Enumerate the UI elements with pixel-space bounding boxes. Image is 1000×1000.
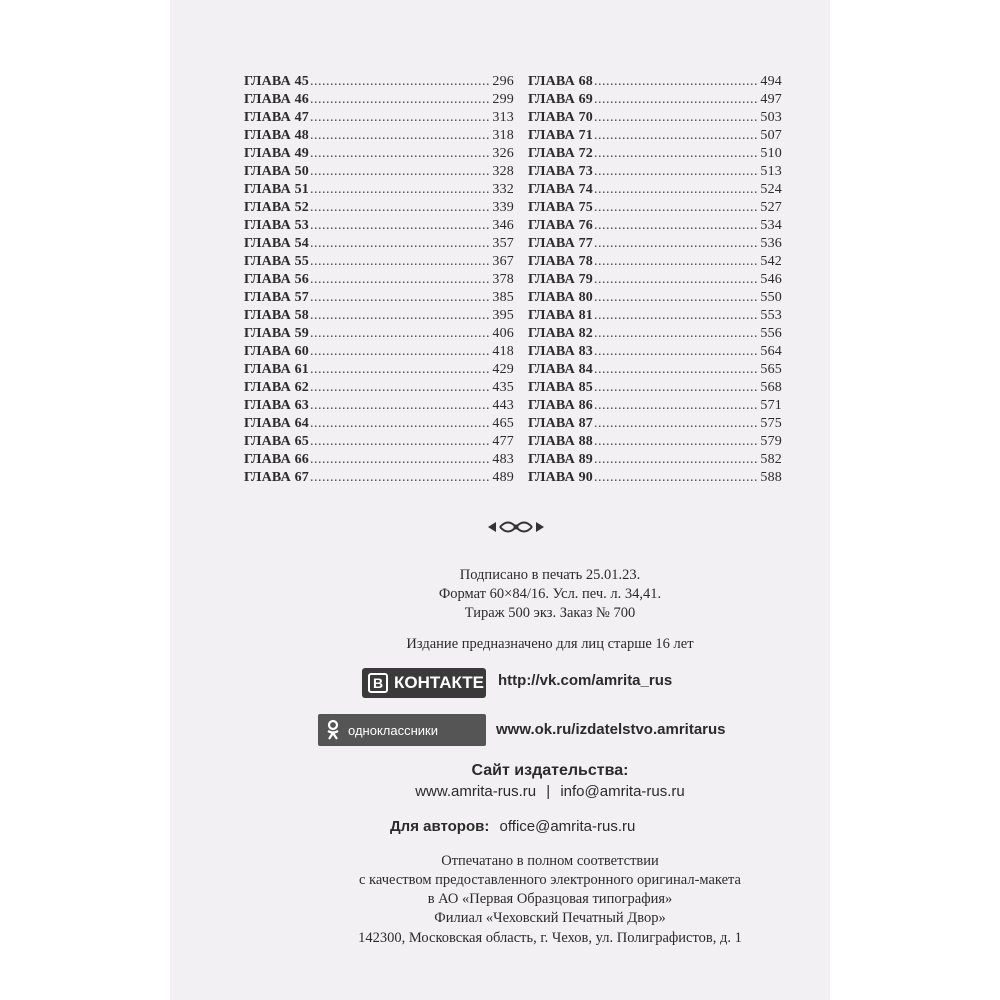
- toc-leader-dots: [310, 416, 491, 432]
- toc-entry: [244, 290, 514, 308]
- toc-entry-label: ГЛАВА 46: [244, 92, 310, 107]
- toc-entry-label: ГЛАВА 47: [244, 110, 310, 125]
- toc-entry: [244, 110, 514, 128]
- toc-entry-page: 588: [760, 470, 782, 485]
- toc-entry-page: 328: [492, 164, 514, 179]
- toc-entry: [528, 362, 782, 380]
- toc-entry: [244, 344, 514, 362]
- printer-info: [240, 852, 860, 928]
- toc-entry: [244, 74, 514, 92]
- toc-entry: [244, 452, 514, 470]
- toc-leader-dots: [594, 308, 759, 324]
- toc-entry-label: ГЛАВА 53: [244, 218, 310, 233]
- toc-leader-dots: [310, 74, 491, 90]
- toc-leader-dots: [594, 92, 759, 108]
- toc-entry: [528, 146, 782, 164]
- toc-leader-dots: [594, 110, 759, 126]
- toc-leader-dots: [310, 470, 491, 486]
- toc-entry: [244, 182, 514, 200]
- toc-entry: [528, 470, 782, 488]
- toc-entry-label: ГЛАВА 90: [528, 470, 594, 485]
- toc-entry-page: 418: [492, 344, 514, 359]
- toc-leader-dots: [594, 326, 759, 342]
- toc-entry: [244, 308, 514, 326]
- ok-logo-text: одноклассники: [348, 722, 438, 738]
- toc-entry: [244, 434, 514, 452]
- toc-entry-label: ГЛАВА 51: [244, 182, 310, 197]
- toc-entry: [244, 398, 514, 416]
- toc-column-right: [528, 74, 782, 488]
- toc-entry: [528, 326, 782, 344]
- toc-entry: [528, 272, 782, 290]
- toc-entry: [528, 128, 782, 146]
- toc-leader-dots: [594, 128, 759, 144]
- toc-leader-dots: [594, 74, 759, 90]
- toc-entry-label: ГЛАВА 58: [244, 308, 310, 323]
- toc-leader-dots: [594, 218, 759, 234]
- toc-entry-label: ГЛАВА 77: [528, 236, 594, 251]
- toc-leader-dots: [594, 362, 759, 378]
- printer-line-2: с качеством предоставленного электронного оригинал-макета: [359, 872, 741, 888]
- age-notice: Издание предназначено для лиц старше 16 лет: [406, 636, 694, 652]
- toc-entry-label: ГЛАВА 50: [244, 164, 310, 179]
- toc-leader-dots: [310, 218, 491, 234]
- toc-entry-page: 395: [492, 308, 514, 323]
- toc-entry-page: 332: [492, 182, 514, 197]
- toc-entry-page: 579: [760, 434, 782, 449]
- toc-leader-dots: [594, 434, 759, 450]
- toc-entry-page: 429: [492, 362, 514, 377]
- toc-entry-label: ГЛАВА 65: [244, 434, 310, 449]
- toc-entry: [528, 290, 782, 308]
- toc-entry-label: ГЛАВА 54: [244, 236, 310, 251]
- toc-entry: [244, 146, 514, 164]
- toc-leader-dots: [594, 416, 759, 432]
- print-run: Тираж 500 экз. Заказ № 700: [464, 605, 636, 621]
- toc-entry-page: 546: [760, 272, 782, 287]
- toc-entry-page: 503: [760, 110, 782, 125]
- toc-entry-page: 326: [492, 146, 514, 161]
- toc-leader-dots: [594, 470, 759, 486]
- toc-entry-page: 477: [492, 434, 514, 449]
- toc-leader-dots: [594, 146, 759, 162]
- table-of-contents: [244, 74, 784, 488]
- toc-entry-label: ГЛАВА 71: [528, 128, 594, 143]
- toc-entry: [528, 416, 782, 434]
- toc-entry: [244, 416, 514, 434]
- toc-entry-label: ГЛАВА 48: [244, 128, 310, 143]
- toc-entry-page: 534: [760, 218, 782, 233]
- toc-leader-dots: [594, 200, 759, 216]
- toc-entry: [244, 254, 514, 272]
- toc-entry-page: 346: [492, 218, 514, 233]
- toc-entry-label: ГЛАВА 89: [528, 452, 594, 467]
- printer-line-1: Отпечатано в полном соответствии: [441, 853, 659, 869]
- toc-entry-page: 571: [760, 398, 782, 413]
- toc-leader-dots: [310, 128, 491, 144]
- toc-column-left: [244, 74, 514, 488]
- toc-entry-page: 339: [492, 200, 514, 215]
- format-info: Формат 60×84/16. Усл. печ. л. 34,41.: [438, 586, 662, 602]
- toc-entry: [244, 362, 514, 380]
- toc-entry-label: ГЛАВА 81: [528, 308, 594, 323]
- toc-leader-dots: [594, 452, 759, 468]
- toc-entry-page: 489: [492, 470, 514, 485]
- vk-link[interactable]: http://vk.com/amrita_rus: [498, 672, 673, 689]
- ok-link[interactable]: www.ok.ru/izdatelstvo.amritarus: [496, 721, 726, 738]
- ok-logo: [318, 714, 486, 746]
- toc-entry-page: 465: [492, 416, 514, 431]
- toc-entry-page: 542: [760, 254, 782, 269]
- toc-leader-dots: [310, 110, 491, 126]
- toc-entry-label: ГЛАВА 56: [244, 272, 310, 287]
- toc-entry-page: 582: [760, 452, 782, 467]
- toc-leader-dots: [310, 92, 491, 108]
- vk-icon: В: [368, 673, 388, 693]
- toc-entry-label: ГЛАВА 64: [244, 416, 310, 431]
- toc-entry: [528, 434, 782, 452]
- toc-entry-label: ГЛАВА 49: [244, 146, 310, 161]
- toc-leader-dots: [310, 236, 491, 252]
- toc-entry: [244, 200, 514, 218]
- toc-entry: [528, 164, 782, 182]
- toc-entry: [244, 380, 514, 398]
- toc-leader-dots: [310, 434, 491, 450]
- toc-entry-page: 550: [760, 290, 782, 305]
- toc-leader-dots: [310, 398, 491, 414]
- toc-leader-dots: [594, 236, 759, 252]
- toc-entry-label: ГЛАВА 79: [528, 272, 594, 287]
- toc-leader-dots: [594, 290, 759, 306]
- ornament-divider-icon: [486, 518, 546, 536]
- toc-entry-page: 507: [760, 128, 782, 143]
- toc-leader-dots: [594, 182, 759, 198]
- toc-entry-page: 494: [760, 74, 782, 89]
- printer-line-4: Филиал «Чеховский Печатный Двор»: [434, 910, 666, 926]
- toc-entry: [244, 272, 514, 290]
- toc-leader-dots: [310, 362, 491, 378]
- toc-entry-page: 527: [760, 200, 782, 215]
- toc-entry: [528, 344, 782, 362]
- toc-entry-page: 497: [760, 92, 782, 107]
- authors-label: Для авторов:: [390, 818, 490, 835]
- toc-entry-page: 385: [492, 290, 514, 305]
- toc-entry-label: ГЛАВА 60: [244, 344, 310, 359]
- toc-entry: [528, 74, 782, 92]
- toc-entry-label: ГЛАВА 80: [528, 290, 594, 305]
- toc-entry-label: ГЛАВА 86: [528, 398, 594, 413]
- email-link[interactable]: info@amrita-rus.ru: [560, 783, 685, 800]
- toc-leader-dots: [594, 398, 759, 414]
- toc-entry-label: ГЛАВА 75: [528, 200, 594, 215]
- toc-entry-label: ГЛАВА 68: [528, 74, 594, 89]
- toc-leader-dots: [594, 164, 759, 180]
- toc-entry: [244, 236, 514, 254]
- toc-entry-label: ГЛАВА 85: [528, 380, 594, 395]
- toc-entry-page: 524: [760, 182, 782, 197]
- toc-entry: [528, 110, 782, 128]
- toc-entry-label: ГЛАВА 82: [528, 326, 594, 341]
- toc-entry: [528, 380, 782, 398]
- toc-entry-label: ГЛАВА 83: [528, 344, 594, 359]
- toc-leader-dots: [310, 164, 491, 180]
- toc-entry: [244, 92, 514, 110]
- toc-entry-label: ГЛАВА 57: [244, 290, 310, 305]
- toc-entry-label: ГЛАВА 76: [528, 218, 594, 233]
- toc-entry: [244, 470, 514, 488]
- site-heading: Сайт издательства:: [471, 762, 629, 779]
- toc-leader-dots: [310, 380, 491, 396]
- toc-leader-dots: [310, 326, 491, 342]
- toc-leader-dots: [310, 452, 491, 468]
- toc-entry-label: ГЛАВА 78: [528, 254, 594, 269]
- toc-entry-page: 378: [492, 272, 514, 287]
- printer-address: 142300, Московская область, г. Чехов, ул. Полиграфистов, д. 1: [358, 930, 742, 946]
- toc-entry-page: 435: [492, 380, 514, 395]
- toc-entry-label: ГЛАВА 52: [244, 200, 310, 215]
- toc-entry-page: 513: [760, 164, 782, 179]
- toc-entry-page: 296: [492, 74, 514, 89]
- toc-entry-page: 357: [492, 236, 514, 251]
- toc-entry: [528, 308, 782, 326]
- vk-logo-text: КОНТАКТЕ: [394, 673, 484, 692]
- toc-entry-page: 318: [492, 128, 514, 143]
- toc-entry-label: ГЛАВА 67: [244, 470, 310, 485]
- toc-leader-dots: [594, 254, 759, 270]
- toc-entry: [244, 218, 514, 236]
- toc-entry: [528, 92, 782, 110]
- toc-entry: [528, 398, 782, 416]
- toc-entry-label: ГЛАВА 45: [244, 74, 310, 89]
- toc-entry: [528, 200, 782, 218]
- toc-entry-label: ГЛАВА 70: [528, 110, 594, 125]
- toc-entry-page: 564: [760, 344, 782, 359]
- authors-email[interactable]: office@amrita-rus.ru: [499, 818, 636, 835]
- toc-leader-dots: [310, 254, 491, 270]
- toc-entry-page: 443: [492, 398, 514, 413]
- vk-logo: [362, 668, 486, 698]
- toc-entry-page: 510: [760, 146, 782, 161]
- toc-entry-label: ГЛАВА 88: [528, 434, 594, 449]
- printer-line-3: в АО «Первая Образцовая типография»: [427, 891, 673, 907]
- toc-entry-page: 556: [760, 326, 782, 341]
- toc-entry-label: ГЛАВА 66: [244, 452, 310, 467]
- toc-entry-label: ГЛАВА 84: [528, 362, 594, 377]
- toc-leader-dots: [594, 380, 759, 396]
- toc-entry: [528, 254, 782, 272]
- toc-entry: [244, 128, 514, 146]
- toc-entry-page: 299: [492, 92, 514, 107]
- toc-entry-page: 313: [492, 110, 514, 125]
- toc-entry-label: ГЛАВА 55: [244, 254, 310, 269]
- site-links: [240, 783, 860, 800]
- toc-entry-page: 553: [760, 308, 782, 323]
- toc-entry-label: ГЛАВА 72: [528, 146, 594, 161]
- toc-entry-label: ГЛАВА 69: [528, 92, 594, 107]
- toc-entry-page: 536: [760, 236, 782, 251]
- toc-entry-page: 568: [760, 380, 782, 395]
- toc-entry-label: ГЛАВА 62: [244, 380, 310, 395]
- toc-entry-page: 483: [492, 452, 514, 467]
- toc-entry: [528, 452, 782, 470]
- site-url[interactable]: www.amrita-rus.ru: [415, 783, 537, 800]
- toc-leader-dots: [310, 344, 491, 360]
- toc-entry-label: ГЛАВА 87: [528, 416, 594, 431]
- toc-entry-label: ГЛАВА 63: [244, 398, 310, 413]
- toc-entry-label: ГЛАВА 73: [528, 164, 594, 179]
- authors-contact: [390, 818, 635, 835]
- toc-entry-page: 406: [492, 326, 514, 341]
- odnoklassniki-icon: [324, 718, 342, 742]
- toc-entry-label: ГЛАВА 61: [244, 362, 310, 377]
- toc-leader-dots: [310, 146, 491, 162]
- toc-leader-dots: [310, 290, 491, 306]
- toc-leader-dots: [594, 344, 759, 360]
- toc-entry-label: ГЛАВА 59: [244, 326, 310, 341]
- toc-entry-page: 367: [492, 254, 514, 269]
- toc-entry-page: 565: [760, 362, 782, 377]
- toc-leader-dots: [594, 272, 759, 288]
- toc-entry: [528, 236, 782, 254]
- toc-leader-dots: [310, 200, 491, 216]
- toc-entry: [528, 182, 782, 200]
- toc-leader-dots: [310, 272, 491, 288]
- toc-entry: [244, 164, 514, 182]
- toc-leader-dots: [310, 182, 491, 198]
- toc-entry-label: ГЛАВА 74: [528, 182, 594, 197]
- toc-entry: [528, 218, 782, 236]
- toc-entry-page: 575: [760, 416, 782, 431]
- toc-leader-dots: [310, 308, 491, 324]
- signed-date: Подписано в печать 25.01.23.: [459, 567, 641, 583]
- imprint-block: [240, 566, 860, 623]
- toc-entry: [244, 326, 514, 344]
- separator: |: [546, 783, 551, 800]
